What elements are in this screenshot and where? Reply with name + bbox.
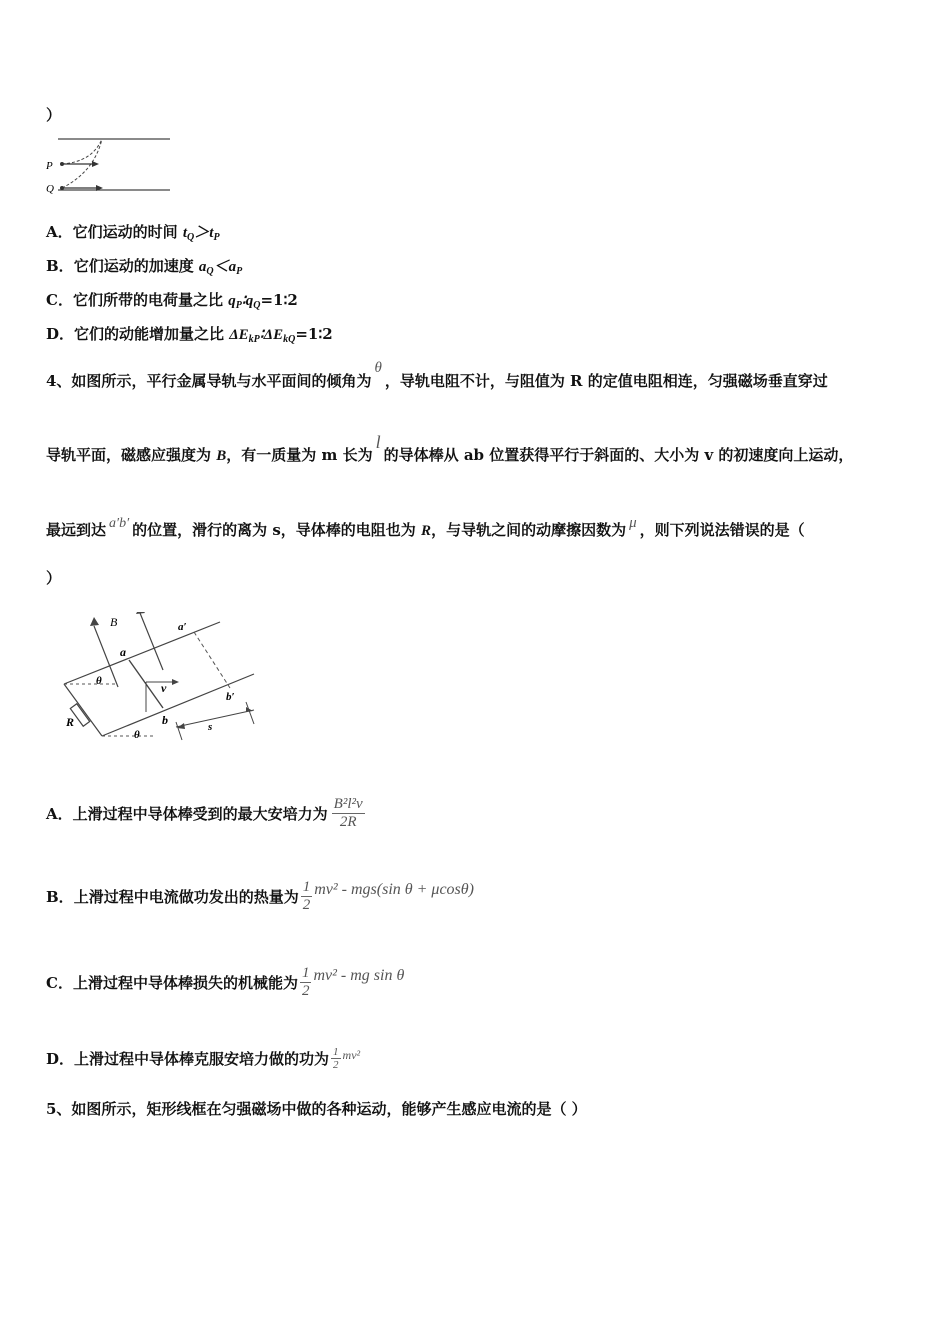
label-r: R (66, 715, 75, 729)
label-q: Q (46, 183, 54, 195)
q3-option-c: C．它们所带的电荷量之比 $q_P∶q_Q=1∶2$ (46, 291, 298, 311)
q4-stem-line2: 导轨平面，磁感应强度为 B，有一质量为 m 长为l的导体棒从 ab 位置获得平行于斜面的、大小为 v 的初速度向上运动， (46, 432, 854, 464)
q4-close-paren: ） (46, 569, 62, 587)
label-theta-bottom: θ (134, 729, 140, 741)
label-theta-top: θ (96, 675, 102, 687)
q4-stem-line1: 4、如图所示，平行金属导轨与水平面间的倾角为θ，导轨电阻不计，与阻值为 R 的定值电阻相连，匀强磁场垂直穿过 (46, 360, 828, 390)
q3-option-a: A．它们运动的时间 $t_Q>t_P$ (46, 223, 220, 243)
q4-stem-line3: 最远到达 a′b′ 的位置，滑行的离为 s，导体棒的电阻也为 R，与导轨之间的动摩擦因数为 μ ，则下列说法错误的是（ (46, 515, 805, 539)
label-p: P (46, 160, 53, 172)
q5-stem: 5、如图所示，矩形线框在匀强磁场中做的各种运动，能够产生感应电流的是（ ） (46, 1100, 587, 1118)
label-b: b (162, 713, 168, 727)
q3-figure (44, 132, 174, 198)
label-s: s (208, 721, 213, 733)
label-b-prime: b′ (226, 691, 235, 703)
q3-close-paren: ） (46, 106, 62, 124)
q4-figure (58, 612, 268, 752)
label-b-field: B (110, 615, 118, 629)
label-a-prime: a′ (178, 621, 187, 633)
q3-option-d: D．它们的动能增加量之比 $\Delta E_{kP}∶\Delta E_{kQ}=1∶2$ (46, 325, 333, 345)
q3-option-b: B．它们运动的加速度 $a_Q<a_P$ (46, 257, 243, 277)
q4-option-c: C． 上滑过程中导体棒损失的机械能为 $\frac{1}{2}$ mv² - mg sin θ (46, 964, 405, 999)
label-a: a (120, 645, 126, 659)
q4-option-b: B． 上滑过程中电流做功发出的热量为 $\frac{1}{2}$ mv² - mgs(sin θ + μcosθ) (46, 878, 474, 913)
q4-option-d: D． 上滑过程中导体棒克服安培力做的功为 $\frac{1}{2}$ mv² (46, 1045, 361, 1071)
label-v: v (161, 681, 167, 695)
q4-option-a: A． 上滑过程中导体棒受到的最大安培力为 $\frac{\text{B²l²v}}{2R}$ (46, 795, 363, 830)
